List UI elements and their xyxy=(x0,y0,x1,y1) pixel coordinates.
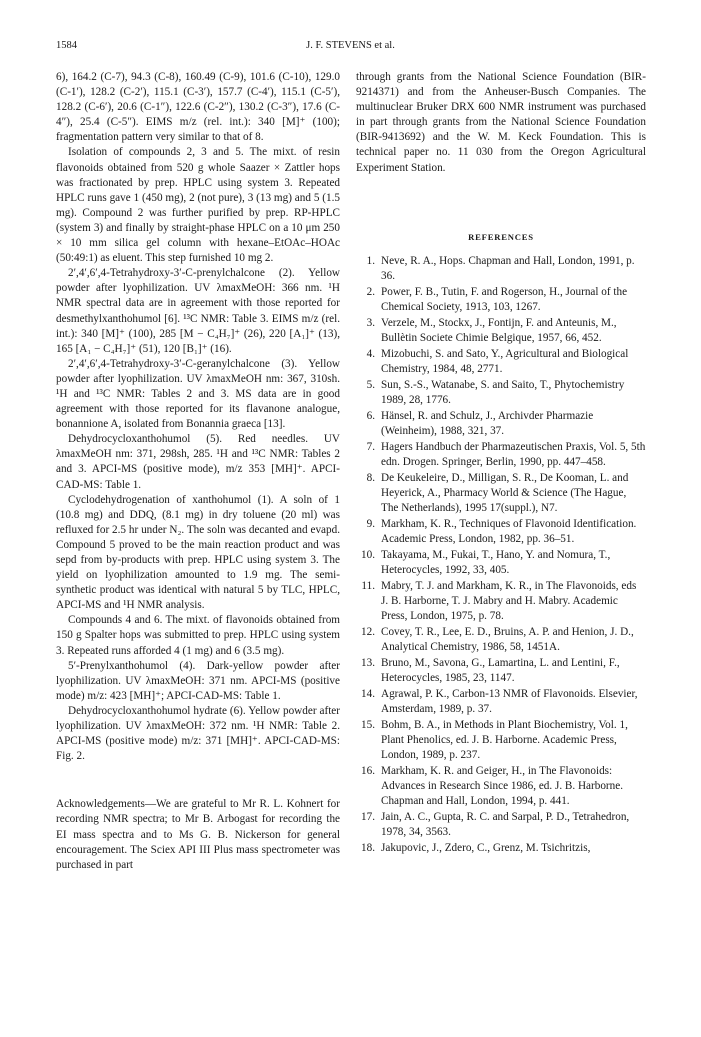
reference-item xyxy=(356,548,646,578)
page-number: 1584 xyxy=(56,40,77,51)
reference-text: Bruno, M., Savona, G., Lamartina, L. and Lentini, F., Heterocycles, 1985, 23, 1147. xyxy=(381,656,620,684)
reference-text: Hagers Handbuch der Pharmazeutischen Praxis, Vol. 5, 5th edn. Drogen. Springer, Berlin, 1990, pp. 447–458. xyxy=(381,440,646,468)
reference-text: Verzele, M., Stockx, J., Fontijn, F. and Anteunis, M., Bullètin Societe Chimie Belgique, 1957, 66, 452. xyxy=(381,316,617,344)
reference-text: Mabry, T. J. and Markham, K. R., in The Flavonoids, eds J. B. Harborne, T. J. Mabry and H. Mabry. Academic Press, London, 1975, p. 78. xyxy=(381,579,637,622)
reference-number: 5. xyxy=(366,378,375,391)
reference-text: Jakupovic, J., Zdero, C., Grenz, M. Tsichritzis, xyxy=(381,841,591,854)
body-paragraph: 5′-Prenylxanthohumol (4). Dark-yellow powder after lyophilization. UV λmaxMeOH: 371 nm. APCI-MS (positive mode) m/z: 423 [MH]⁺; APCI-CAD-MS: Table 1. xyxy=(56,659,340,702)
reference-item xyxy=(356,579,646,624)
reference-item xyxy=(356,347,646,377)
reference-number: 8. xyxy=(366,471,375,484)
reference-text: Jain, A. C., Gupta, R. C. and Sarpal, P. D., Tetrahedron, 1978, 34, 3563. xyxy=(381,810,630,838)
reference-text: Agrawal, P. K., Carbon-13 NMR of Flavonoids. Elsevier, Amsterdam, 1989, p. 37. xyxy=(381,687,638,715)
reference-text: Markham, K. R., Techniques of Flavonoid Identification. Academic Press, London, 1982, pp. 36–51. xyxy=(381,517,637,545)
references-heading: REFERENCES xyxy=(468,231,534,242)
body-paragraph: 2′,4′,6′,4-Tetrahydroxy-3′-C-prenylchalcone (2). Yellow powder after lyophilization. UV λmaxMeOH: 366 nm. ¹H NMR spectral data are in agreement with those reported for desmethylxanthohumol [6]. ¹³C NMR: Table 3. EIMS m/z (rel. int.): 340 [M]⁺ (100), 285 [M − C₄H₇]⁺ (26), 220 [A₁]⁺ (13), 165 [A₁ − C₄H₇]⁺ (51), 120 [B₁]⁺ (16). xyxy=(56,267,340,355)
reference-number: 16. xyxy=(361,764,375,777)
reference-list xyxy=(356,254,646,856)
reference-number: 9. xyxy=(366,517,375,530)
reference-text: Hänsel, R. and Schulz, J., Archivder Pharmazie (Weinheim), 1988, 321, 37. xyxy=(381,409,594,437)
reference-item xyxy=(356,810,646,840)
running-head: J. F. STEVENS et al. xyxy=(306,40,395,51)
reference-text: Bohm, B. A., in Methods in Plant Biochemistry, Vol. 1, Plant Phenolics, ed. J. B. Harborne. Academic Press, London, 1989, p. 237. xyxy=(381,718,628,761)
body-paragraph: Dehydrocycloxanthohumol (5). Red needles. UV λmaxMeOH nm: 371, 298sh, 285. ¹H and ¹³C NMR: Tables 2 and 3. APCI-MS (positive mode), m/z 353 [MH]⁺. APCI-CAD-MS: Table 1. xyxy=(56,433,340,491)
reference-item xyxy=(356,316,646,346)
reference-number: 15. xyxy=(361,718,375,731)
reference-item xyxy=(356,687,646,717)
reference-text: Mizobuchi, S. and Sato, Y., Agricultural and Biological Chemistry, 1984, 48, 2771. xyxy=(381,347,629,375)
reference-item xyxy=(356,409,646,439)
reference-number: 1. xyxy=(366,254,375,267)
acknowledgements: Acknowledgements—We are grateful to Mr R. L. Kohnert for recording NMR spectra; to Mr B. Arbogast for recording the EI mass spectra and to Ms G. B. Nickerson for general encouragement. The Sciex API III Plus mass spectrometer was purchased in part xyxy=(56,798,340,871)
reference-text: De Keukeleire, D., Milligan, S. R., De Kooman, L. and Heyerick, A., Pharmacy World & Science (The Hague, The Netherlands), 1995 17(suppl.), N7. xyxy=(381,471,629,514)
reference-number: 6. xyxy=(366,409,375,422)
experimental-paragraphs xyxy=(56,70,340,764)
reference-text: Neve, R. A., Hops. Chapman and Hall, London, 1991, p. 36. xyxy=(381,254,635,282)
reference-number: 10. xyxy=(361,548,375,561)
reference-text: Power, F. B., Tutin, F. and Rogerson, H., Journal of the Chemical Society, 1913, 103, 1267. xyxy=(381,285,628,313)
right-column xyxy=(356,70,646,857)
body-paragraph: Isolation of compounds 2, 3 and 5. The mixt. of resin flavonoids obtained from 520 g whole Saazer × Zattler hops was fractionated by prep. HPLC using system 3. Repeated HPLC runs gave 1 (450 mg), 2 (not pure), 3 (13 mg) and 5 (1.5 mg). Compound 2 was further purified by prep. RP-HPLC (system 3) and finally by straight-phase HPLC on a 10 μm 250 × 10 mm silica gel column with hexane–EtOAc–HOAc (50:49:1) as eluent. This step furnished 10 mg 2. xyxy=(56,146,340,265)
body-paragraph: 2′,4′,6′,4-Tetrahydroxy-3′-C-geranylchalcone (3). Yellow powder after lyophilization. UV λmaxMeOH nm: 367, 310sh. ¹H and ¹³C NMR: Tables 2 and 3. MS data are in good agreement with those reported for its flavanone analogue, bonannione A, isolated from Bonannia graeca [13]. xyxy=(56,357,340,431)
acknowledgements-continued: through grants from the National Science Foundation (BIR-9214371) and from the Anheuser-Busch Companies. The multinuclear Bruker DRX 600 NMR instrument was purchased in part through grants from the National Science Foundation (BIR-9413692) and the W. M. Keck Foundation. This is technical paper no. 11 030 from the Oregon Agricultural Experiment Station. xyxy=(356,71,646,174)
page-header xyxy=(56,40,645,56)
reference-item xyxy=(356,471,646,516)
reference-number: 4. xyxy=(366,347,375,360)
reference-item xyxy=(356,254,646,284)
reference-text: Covey, T. R., Lee, E. D., Bruins, A. P. and Henion, J. D., Analytical Chemistry, 1986, 58, 1451A. xyxy=(381,625,634,653)
reference-item xyxy=(356,285,646,315)
reference-item xyxy=(356,718,646,763)
reference-text: Sun, S.-S., Watanabe, S. and Saito, T., Phytochemistry 1989, 28, 1776. xyxy=(381,378,625,406)
reference-text: Takayama, M., Fukai, T., Hano, Y. and Nomura, T., Heterocycles, 1992, 33, 405. xyxy=(381,548,611,576)
reference-number: 11. xyxy=(361,579,375,592)
body-paragraph: Dehydrocycloxanthohumol hydrate (6). Yellow powder after lyophilization. UV λmaxMeOH: 372 nm. ¹H NMR: Table 2. APCI-MS (positive mode) m/z: 371 [MH]⁺. APCI-CAD-MS: Fig. 2. xyxy=(56,704,340,763)
reference-item xyxy=(356,625,646,655)
reference-item xyxy=(356,764,646,809)
reference-item xyxy=(356,440,646,470)
body-paragraph: Cyclodehydrogenation of xanthohumol (1). A soln of 1 (10.8 mg) and DDQ, (8.1 mg) in dry toluene (20 ml) was refluxed for 2.5 hr under N₂. The soln was decanted and evapd. Compound 5 proved to be the main reaction product and was sepd from by-products with prep. HPLC using system 3. The yield on lyophilization amounted to 1.9 mg. The semi-synthetic product was identical with natural 5 by TLC, HPLC, APCI-MS and ¹H NMR analysis. xyxy=(56,493,340,612)
reference-number: 3. xyxy=(366,316,375,329)
reference-item xyxy=(356,656,646,686)
body-paragraph: Compounds 4 and 6. The mixt. of flavonoids obtained from 150 g Spalter hops was submitted to prep. HPLC using system 3. Repeated runs afforded 4 (1 mg) and 6 (3.5 mg). xyxy=(56,614,340,657)
reference-item xyxy=(356,517,646,547)
reference-number: 17. xyxy=(361,810,375,823)
left-column xyxy=(56,70,340,873)
reference-number: 14. xyxy=(361,687,375,700)
reference-text: Markham, K. R. and Geiger, H., in The Flavonoids: Advances in Research Since 1986, ed. J. B. Harborne. Chapman and Hall, London, 1994, p. 441. xyxy=(381,764,624,807)
reference-number: 18. xyxy=(361,841,375,854)
reference-item xyxy=(356,841,646,856)
reference-item xyxy=(356,378,646,408)
reference-number: 12. xyxy=(361,625,375,638)
reference-number: 13. xyxy=(361,656,375,669)
body-paragraph: 6), 164.2 (C-7), 94.3 (C-8), 160.49 (C-9), 101.6 (C-10), 129.0 (C-1′), 128.2 (C-2′), 115.1 (C-3′), 157.7 (C-4′), 115.1 (C-5′), 128.2 (C-6′), 20.6 (C-1″), 122.6 (C-2″), 130.2 (C-3″), 17.6 (C-4″), 25.4 (C-5″). EIMS m/z (rel. int.): 340 [M]⁺ (100); fragmentation pattern very similar to that of 8. xyxy=(56,71,340,144)
reference-number: 2. xyxy=(366,285,375,298)
reference-number: 7. xyxy=(366,440,375,453)
